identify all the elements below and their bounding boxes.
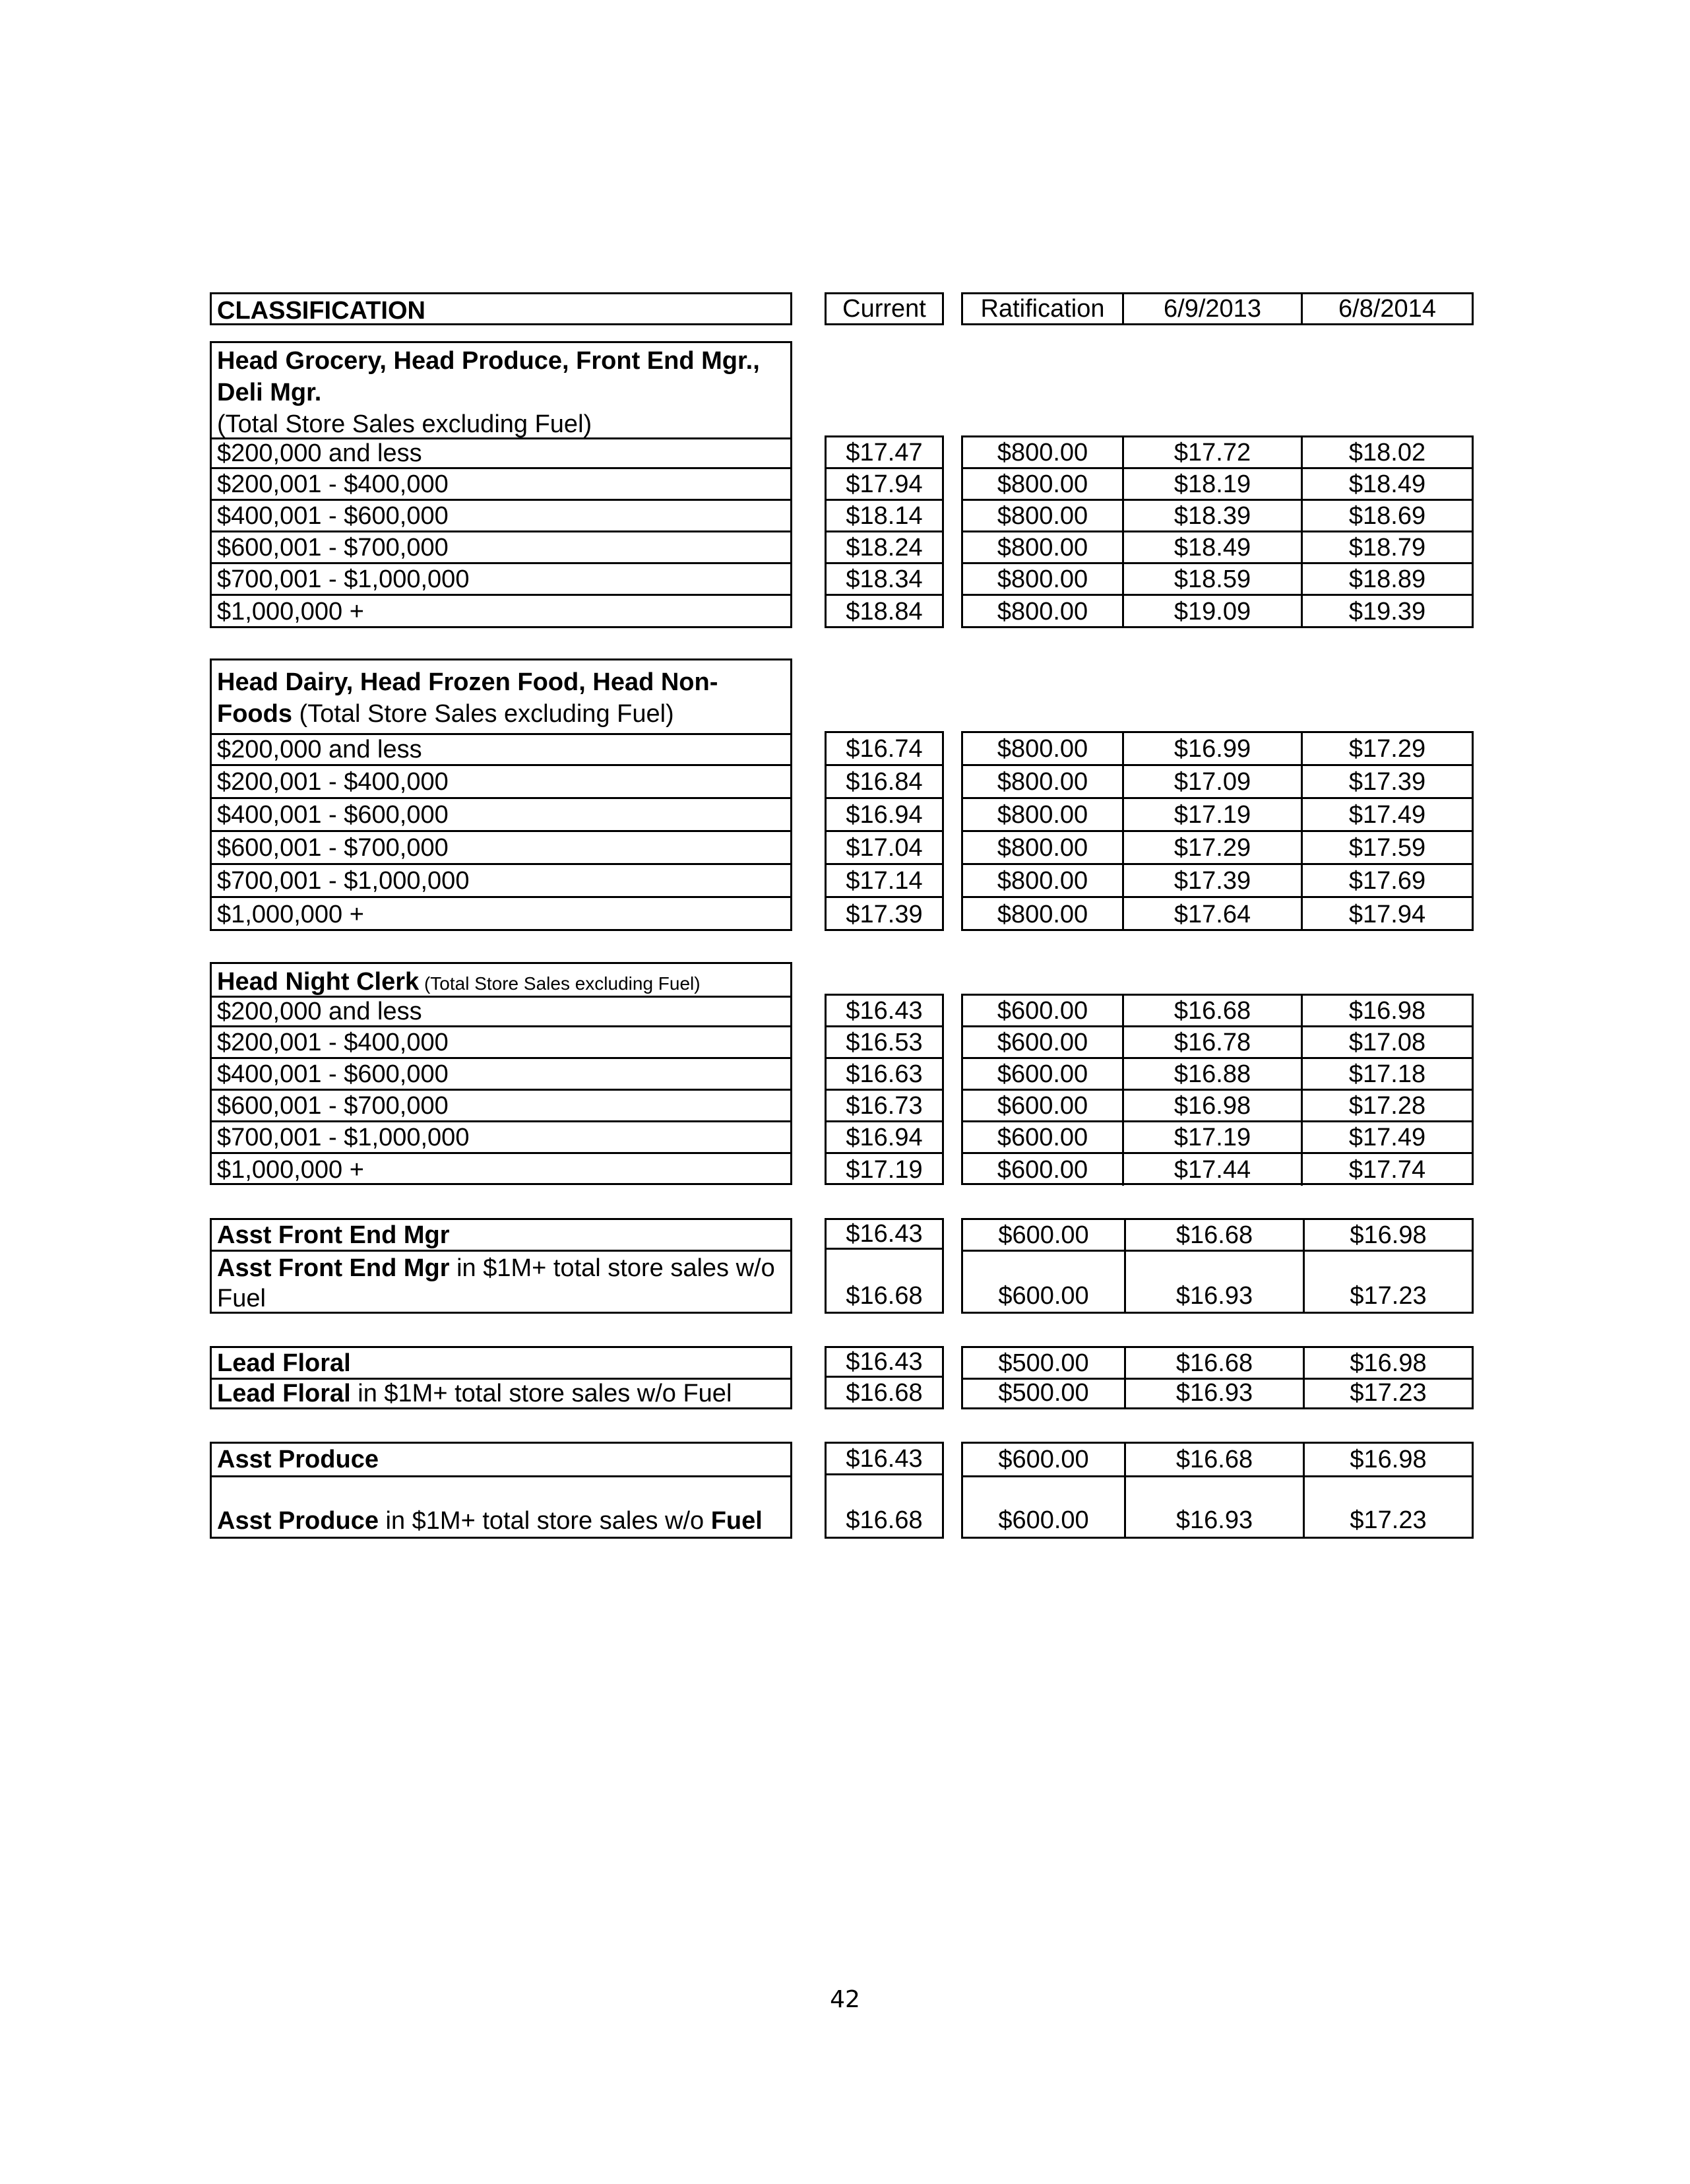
current-rate: $16.84 (827, 766, 942, 799)
group1-title-line2: Deli Mgr. (217, 379, 322, 406)
current-rate: $18.14 (827, 501, 942, 532)
rate-2014: $18.49 (1303, 469, 1472, 501)
asst-front-end-1m-ratification: $600.00 (998, 1282, 1089, 1310)
lead-floral-ratification: $500.00 (998, 1349, 1089, 1377)
rate-2014: $18.69 (1303, 501, 1472, 532)
asst-front-end-values-box (961, 1218, 1474, 1314)
tier-label: $200,000 and less (212, 996, 790, 1027)
group2-values-box (961, 731, 1474, 931)
date1-header-label: 6/9/2013 (1124, 294, 1303, 323)
rate-2013: $17.09 (1124, 766, 1303, 799)
rate-2014: $17.49 (1303, 799, 1472, 832)
lead-floral-label: Lead Floral (217, 1349, 351, 1377)
rate-2013: $17.19 (1124, 799, 1303, 832)
group1-values-box (961, 435, 1474, 628)
asst-front-end-d2: $16.98 (1350, 1221, 1427, 1249)
rate-2014: $17.08 (1303, 1027, 1472, 1059)
tier-label: $400,001 - $600,000 (212, 501, 790, 532)
group2-subtitle: (Total Store Sales excluding Fuel) (292, 700, 674, 728)
current-rate: $17.04 (827, 832, 942, 865)
rate-2014: $18.02 (1303, 437, 1472, 469)
rate-2013: $16.98 (1124, 1091, 1303, 1122)
current-rate: $18.84 (846, 598, 923, 626)
lead-floral-classification-box (210, 1346, 792, 1409)
rate-2014: $17.94 (1348, 901, 1426, 928)
current-rate: $18.24 (827, 532, 942, 564)
asst-produce-1m-label-fuel: Fuel (710, 1507, 763, 1535)
lead-floral-d2: $16.98 (1350, 1349, 1427, 1377)
classification-title: CLASSIFICATION (217, 297, 425, 325)
group1-subtitle: (Total Store Sales excluding Fuel) (217, 410, 592, 438)
ratification-bonus: $800.00 (963, 799, 1124, 832)
asst-front-end-ratification: $600.00 (998, 1221, 1089, 1249)
tier-label: $1,000,000 + (217, 901, 364, 928)
rate-2013: $19.09 (1124, 596, 1303, 627)
rate-2014: $17.74 (1348, 1156, 1426, 1184)
asst-produce-1m-d1: $16.93 (1175, 1506, 1253, 1534)
rate-2013: $17.19 (1124, 1122, 1303, 1154)
lead-floral-values-box (961, 1346, 1474, 1409)
asst-produce-1m-current: $16.68 (846, 1506, 923, 1534)
ratification-bonus: $800.00 (963, 469, 1124, 501)
asst-front-end-1m-label-line2: Fuel (217, 1285, 266, 1312)
tier-label: $200,000 and less (212, 437, 790, 469)
asst-produce-ratification: $600.00 (998, 1446, 1089, 1473)
tier-label: $400,001 - $600,000 (212, 1059, 790, 1091)
asst-front-end-current: $16.43 (827, 1220, 942, 1250)
group3-current-box (825, 994, 944, 1185)
asst-front-end-current-box (825, 1218, 944, 1314)
tier-label: $200,001 - $400,000 (212, 766, 790, 799)
ratification-bonus: $800.00 (963, 733, 1124, 766)
lead-floral-1m-current: $16.68 (846, 1378, 923, 1407)
current-rate: $17.47 (827, 437, 942, 469)
tier-label: $1,000,000 + (217, 1156, 364, 1184)
current-header (825, 292, 944, 325)
group3-values-box (961, 994, 1474, 1185)
ratification-bonus: $800.00 (963, 596, 1124, 627)
current-rate: $16.73 (827, 1091, 942, 1122)
group2-title-line2: Foods (217, 700, 292, 728)
lead-floral-current: $16.43 (827, 1348, 942, 1378)
rate-2014: $17.59 (1303, 832, 1472, 865)
asst-front-end-1m-label-bold: Asst Front End Mgr (217, 1254, 450, 1282)
asst-front-end-1m-label-rest: in $1M+ total store sales w/o (449, 1254, 775, 1282)
asst-produce-values-box (961, 1442, 1474, 1539)
asst-front-end-1m-d1: $16.93 (1175, 1282, 1253, 1310)
tier-label: $200,001 - $400,000 (212, 469, 790, 501)
rate-2014: $17.39 (1303, 766, 1472, 799)
current-rate: $16.94 (827, 1122, 942, 1154)
current-rate: $17.94 (827, 469, 942, 501)
rate-2014: $17.29 (1303, 733, 1472, 766)
current-rate: $16.74 (827, 733, 942, 766)
tier-label: $600,001 - $700,000 (212, 832, 790, 865)
group1-classification-box (210, 341, 792, 628)
current-header-label: Current (842, 295, 926, 323)
asst-front-end-classification-box (210, 1218, 792, 1314)
rate-2013: $16.68 (1124, 996, 1303, 1027)
lead-floral-1m-d1: $16.93 (1175, 1378, 1253, 1407)
current-rate: $16.43 (827, 996, 942, 1027)
group1-current-box (825, 435, 944, 628)
tier-label: $700,001 - $1,000,000 (212, 1122, 790, 1154)
date2-header-label: 6/8/2014 (1338, 295, 1436, 323)
date-columns-header (961, 292, 1474, 325)
ratification-bonus: $600.00 (963, 1091, 1124, 1122)
rate-2013: $17.72 (1124, 437, 1303, 469)
group3-classification-box (210, 962, 792, 1185)
asst-produce-current: $16.43 (827, 1444, 942, 1475)
tier-label: $700,001 - $1,000,000 (212, 865, 790, 898)
lead-floral-1m-label-rest: in $1M+ total store sales w/o Fuel (350, 1380, 732, 1407)
asst-produce-1m-label-bold: Asst Produce (217, 1507, 379, 1535)
current-rate: $16.63 (827, 1059, 942, 1091)
ratification-bonus: $800.00 (963, 501, 1124, 532)
current-rate: $16.53 (827, 1027, 942, 1059)
rate-2014: $17.69 (1303, 865, 1472, 898)
group2-current-box (825, 731, 944, 931)
ratification-bonus: $800.00 (963, 564, 1124, 596)
current-rate: $18.34 (827, 564, 942, 596)
lead-floral-d1: $16.68 (1175, 1349, 1253, 1377)
rate-2014: $19.39 (1348, 598, 1426, 626)
ratification-bonus: $600.00 (963, 1154, 1124, 1186)
ratification-bonus: $800.00 (963, 437, 1124, 469)
rate-2013: $17.64 (1124, 898, 1303, 931)
asst-produce-d1: $16.68 (1175, 1446, 1253, 1473)
ratification-bonus: $600.00 (963, 996, 1124, 1027)
page-number: 42 (830, 1986, 860, 2013)
tier-label: $700,001 - $1,000,000 (212, 564, 790, 596)
group1-title: Head Grocery, Head Produce, Front End Mgr., (217, 347, 760, 375)
lead-floral-current-box (825, 1346, 944, 1409)
lead-floral-1m-label-bold: Lead Floral (217, 1380, 351, 1407)
group3-subtitle: (Total Store Sales excluding Fuel) (419, 973, 701, 994)
tier-label: $200,000 and less (212, 733, 790, 766)
asst-produce-1m-d2: $17.23 (1350, 1506, 1427, 1534)
group2-title: Head Dairy, Head Frozen Food, Head Non- (217, 668, 718, 696)
asst-produce-classification-box (210, 1442, 792, 1539)
asst-front-end-1m-current: $16.68 (846, 1282, 923, 1310)
rate-2013: $16.78 (1124, 1027, 1303, 1059)
asst-front-end-d1: $16.68 (1175, 1221, 1253, 1249)
lead-floral-1m-ratification: $500.00 (998, 1378, 1089, 1407)
asst-front-end-1m-d2: $17.23 (1350, 1282, 1427, 1310)
classification-header (210, 292, 792, 325)
rate-2014: $17.18 (1303, 1059, 1472, 1091)
tier-label: $1,000,000 + (217, 598, 364, 626)
rate-2013: $17.29 (1124, 832, 1303, 865)
asst-produce-1m-ratification: $600.00 (998, 1506, 1089, 1534)
ratification-bonus: $800.00 (963, 532, 1124, 564)
ratification-bonus: $600.00 (963, 1059, 1124, 1091)
asst-produce-label: Asst Produce (217, 1446, 379, 1473)
ratification-bonus: $600.00 (963, 1122, 1124, 1154)
rate-2013: $16.99 (1124, 733, 1303, 766)
ratification-bonus: $600.00 (963, 1027, 1124, 1059)
rate-2014: $18.79 (1303, 532, 1472, 564)
rate-2014: $18.89 (1303, 564, 1472, 596)
tier-label: $400,001 - $600,000 (212, 799, 790, 832)
asst-produce-1m-label-rest: in $1M+ total store sales w/o (378, 1507, 711, 1535)
rate-2014: $17.49 (1303, 1122, 1472, 1154)
ratification-bonus: $800.00 (963, 766, 1124, 799)
asst-produce-d2: $16.98 (1350, 1446, 1427, 1473)
group3-title: Head Night Clerk (217, 968, 420, 996)
current-rate: $16.94 (827, 799, 942, 832)
rate-2013: $16.88 (1124, 1059, 1303, 1091)
asst-front-end-label: Asst Front End Mgr (217, 1221, 450, 1249)
rate-2013: $18.59 (1124, 564, 1303, 596)
asst-produce-current-box (825, 1442, 944, 1539)
lead-floral-1m-d2: $17.23 (1350, 1378, 1427, 1407)
tier-label: $600,001 - $700,000 (212, 1091, 790, 1122)
tier-label: $600,001 - $700,000 (212, 532, 790, 564)
group2-classification-box (210, 658, 792, 931)
ratification-bonus: $800.00 (963, 865, 1124, 898)
rate-2014: $16.98 (1303, 996, 1472, 1027)
current-rate: $17.14 (827, 865, 942, 898)
current-rate: $17.39 (846, 901, 923, 928)
rate-2013: $18.39 (1124, 501, 1303, 532)
ratification-bonus: $800.00 (963, 832, 1124, 865)
tier-label: $200,001 - $400,000 (212, 1027, 790, 1059)
rate-2013: $17.44 (1124, 1154, 1303, 1186)
current-rate: $17.19 (846, 1156, 923, 1184)
rate-2013: $17.39 (1124, 865, 1303, 898)
rate-2013: $18.19 (1124, 469, 1303, 501)
rate-2013: $18.49 (1124, 532, 1303, 564)
rate-2014: $17.28 (1303, 1091, 1472, 1122)
ratification-bonus: $800.00 (963, 898, 1124, 931)
ratification-header-label: Ratification (963, 294, 1124, 323)
